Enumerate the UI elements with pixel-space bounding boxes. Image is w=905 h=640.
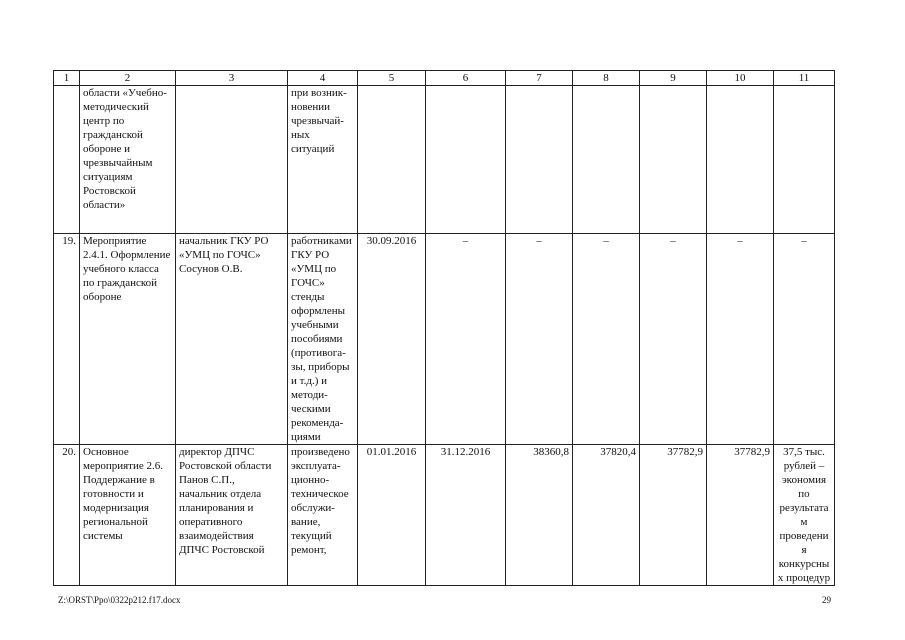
col9-cell — [640, 86, 707, 234]
col-number-5: 5 — [358, 71, 426, 86]
col-number-2: 2 — [80, 71, 176, 86]
col11-cell: 37,5 тыс. рублей – экономия по результатам проведения конкурсных процедур — [774, 445, 835, 586]
result-cell: работниками ГКУ РО «УМЦ по ГОЧС» стенды оформлены учебными пособиями (противога-зы, приборы и т.д.) и методи-ческими рекоменда-циями — [288, 234, 358, 445]
footer-page-number: 29 — [822, 595, 831, 605]
result-cell: произведено эксплуата-ционно-техническое обслужи-вание, текущий ремонт, — [288, 445, 358, 586]
table-row — [54, 234, 835, 445]
end-date-cell: 31.12.2016 — [426, 445, 506, 586]
col-number-10: 10 — [707, 71, 774, 86]
col11-cell — [774, 86, 835, 234]
end-date-cell: – — [426, 234, 506, 445]
col-number-9: 9 — [640, 71, 707, 86]
responsible-cell — [176, 86, 288, 234]
col-number-3: 3 — [176, 71, 288, 86]
end-date-cell — [426, 86, 506, 234]
activity-name-cell: Мероприятие 2.4.1. Оформление учебного класса по гражданской обороне — [80, 234, 176, 445]
start-date-cell: 01.01.2016 — [358, 445, 426, 586]
footer-file-path: Z:\ORST\Ppo\0322p212.f17.docx — [58, 595, 181, 605]
col7-cell: – — [506, 234, 573, 445]
col10-cell — [707, 86, 774, 234]
row-number-cell: 20. — [54, 445, 80, 586]
activity-name-cell: Основное мероприятие 2.6. Поддержание в готовности и модернизация региональной системы — [80, 445, 176, 586]
col9-cell: 37782,9 — [640, 445, 707, 586]
column-numbers-row — [54, 71, 835, 86]
col-number-11: 11 — [774, 71, 835, 86]
activity-name-cell: области «Учебно-методический центр по гражданской обороне и чрезвычайным ситуациям Ростовской области» — [80, 86, 176, 234]
col10-cell: – — [707, 234, 774, 445]
col-number-1: 1 — [54, 71, 80, 86]
col11-cell: – — [774, 234, 835, 445]
table-row — [54, 445, 835, 586]
result-cell: при возник-новении чрезвычай-ных ситуаций — [288, 86, 358, 234]
col-number-4: 4 — [288, 71, 358, 86]
activities-table — [53, 70, 835, 586]
responsible-cell: начальник ГКУ РО «УМЦ по ГОЧС» Сосунов О.В. — [176, 234, 288, 445]
col7-cell — [506, 86, 573, 234]
col9-cell: – — [640, 234, 707, 445]
col8-cell: 37820,4 — [573, 445, 640, 586]
col8-cell: – — [573, 234, 640, 445]
table-row — [54, 86, 835, 234]
col-number-8: 8 — [573, 71, 640, 86]
col-number-6: 6 — [426, 71, 506, 86]
start-date-cell — [358, 86, 426, 234]
row-number-cell — [54, 86, 80, 234]
col7-cell: 38360,8 — [506, 445, 573, 586]
row-number-cell: 19. — [54, 234, 80, 445]
col10-cell: 37782,9 — [707, 445, 774, 586]
start-date-cell: 30.09.2016 — [358, 234, 426, 445]
col8-cell — [573, 86, 640, 234]
responsible-cell: директор ДПЧС Ростовской области Панов С.П., начальник отдела планирования и оперативного взаимодействия ДПЧС Ростовской — [176, 445, 288, 586]
col-number-7: 7 — [506, 71, 573, 86]
